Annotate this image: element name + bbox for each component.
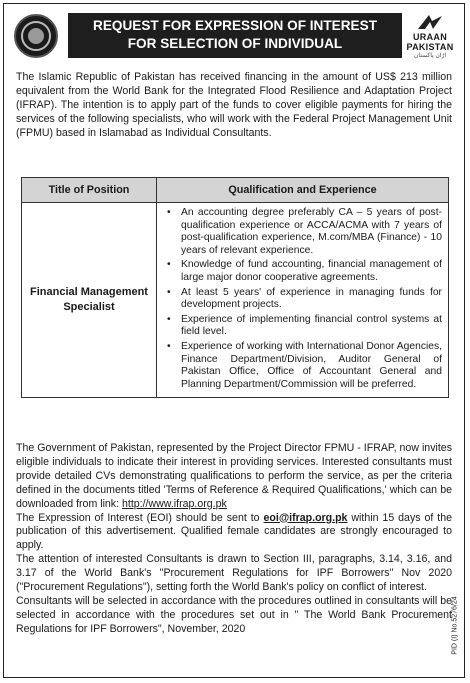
qualification-item: • Experience of implementing financial control systems at field level. [181,314,442,339]
position-title [22,203,157,398]
qualification-cell [157,203,449,398]
title-line-2: FOR SELECTION OF INDIVIDUAL [127,36,343,51]
table-header-row [22,178,449,203]
logo-name-line-2: PAKISTAN [406,42,454,52]
eoi-text-start: The Expression of Interest (EOI) should be sent to [16,511,264,524]
header [4,4,464,68]
reference-text: PID (I) No.5276/24 [451,596,459,655]
reference-number [450,584,460,672]
eoi-text-end: within 15 days of the publication of this advertisement. Qualified female candidates are strongly encouraged to apply. [16,511,452,552]
uraan-logo-icon [415,12,445,32]
position-title-line-2: Specialist [63,301,115,314]
table-row [22,203,449,398]
column-header-qualification: Qualification and Experience [157,178,449,203]
logo-name-line-1: URAAN [413,32,447,42]
qualification-item: • At least 5 years' of experience in managing funds for development projects. [181,287,442,312]
invitation-text: The Government of Pakistan, represented by the Project Director FPMU - IFRAP, now invites eligible individuals to indicate their interest in providing services. Interested consultants must provide detailed CVs demonstrating qualifications to perform the service, as per the criteria defined in the documents titled 'Terms of Reference & Required Qualifications,' which can be downloaded from link: [16,442,452,510]
eoi-email-link[interactable]: eoi@ifrap.org.pk [263,511,348,524]
logo-tagline: اڑان پاکستان [413,53,447,59]
position-title-line-1: Financial Management [30,286,148,299]
qualification-item: • Knowledge of fund accounting, financial management of large major donor cooperative agreements. [181,259,442,284]
title-line-1: REQUEST FOR EXPRESSION OF INTEREST [93,18,377,33]
body-text [16,442,452,637]
qualification-item: • Experience of working with International Donor Agencies, Finance Department/Division, Auditor General of Pakistan Office, Office of Accountant General and Planning Department/Commission will be preferred. [181,341,442,391]
conflict-of-interest-paragraph: The attention of interested Consultants is drawn to Section III, paragraphs, 3.14, 3.16, and 3.17 of the World Bank's "Procurement Regulations for IPF Borrowers" Nov 2020 ("Procurement Regulations"), setting forth the World Bank's policy on conflict of interest. [16,553,452,594]
qualification-item: • An accounting degree preferably CA – 5 years of post-qualification experience or ACCA/ACMA with 7 years of post-qualification experience, M.com/MBA (Finance) - 10 years of relevant experience. [181,207,442,257]
invitation-paragraph [16,442,452,512]
advertisement-frame [3,3,465,678]
download-link[interactable]: http://www.ifrap.org.pk [122,497,227,510]
qualification-list [161,207,442,391]
uraan-pakistan-logo [402,12,458,64]
selection-paragraph: Consultants will be selected in accordance with the procedures outlined in consultants will be selected in accordance with the procedures set out in " The World Bank Procurement Regulations for IPF Borrowers", November, 2020 [16,594,452,635]
intro-paragraph: The Islamic Republic of Pakistan has received financing in the amount of US$ 213 million equivalent from the World Bank for the Integrated Flood Resilience and Adaptation Project (IFRAP). The intention is to apply part of the funds to cover eligible payments for hiring the services of the following specialists, who will work with the Federal Project Management Unit (FPMU) based in Islamabad as Individual Consultants. [16,71,452,139]
eoi-paragraph [16,512,452,554]
page-title [68,13,402,58]
position-table [21,177,449,398]
column-header-position: Title of Position [22,178,157,203]
government-emblem-icon [14,14,58,58]
